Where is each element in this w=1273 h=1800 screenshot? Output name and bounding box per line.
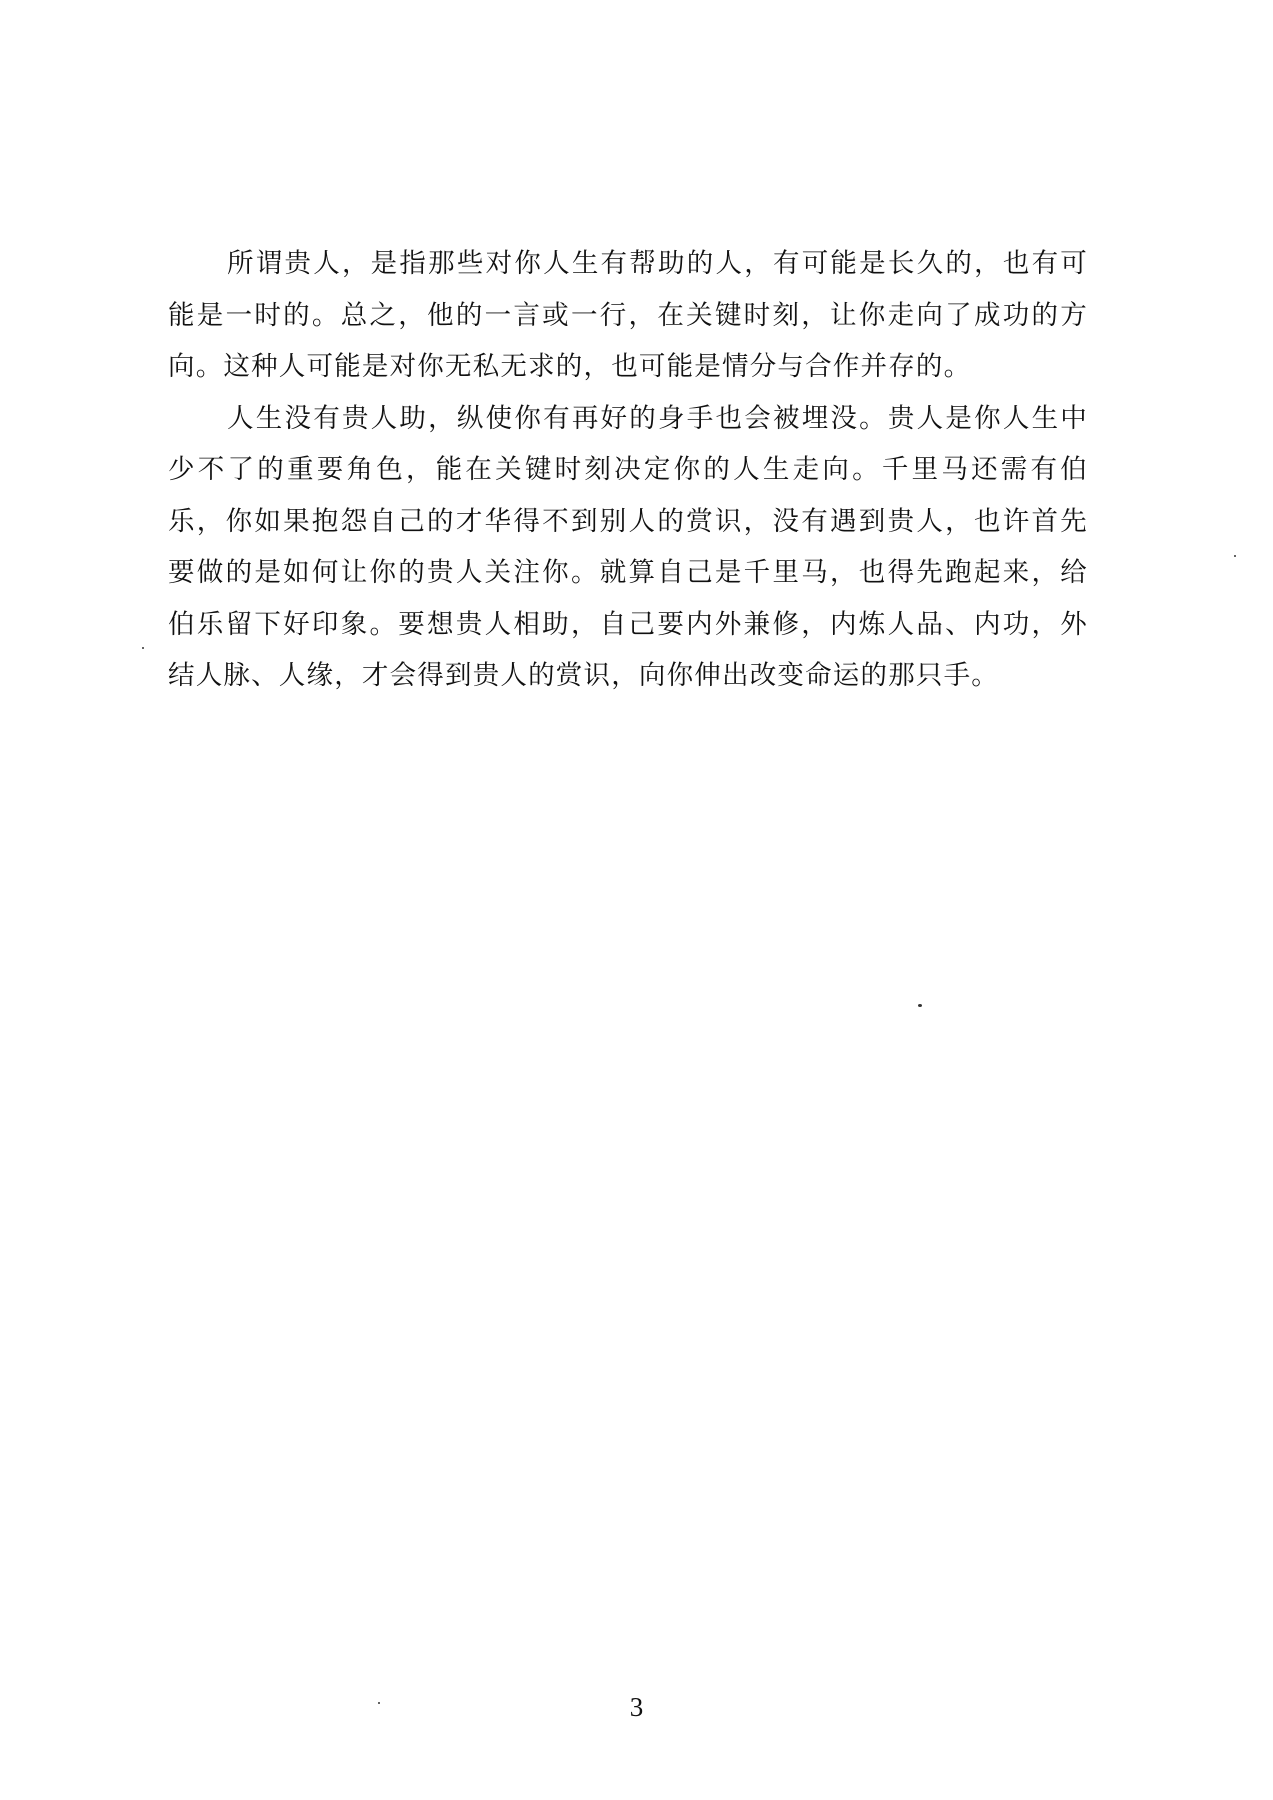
page-number: 3 <box>629 1692 644 1722</box>
paragraph-line: 所谓贵人，是指那些对你人生有帮助的人，有可能是长久的，也有可 <box>227 248 1088 279</box>
paragraph-line: 向。这种人可能是对你无私无求的，也可能是情分与合作并存的。 <box>168 351 972 382</box>
paragraph-1 <box>168 238 1088 393</box>
paragraph-line: 少不了的重要角色，能在关键时刻决定你的人生走向。千里马还需有伯 <box>168 454 1088 485</box>
paragraph-2 <box>168 393 1088 702</box>
scan-speck <box>142 647 144 649</box>
paragraph-line: 结人脉、人缘，才会得到贵人的赏识，向你伸出改变命运的那只手。 <box>168 660 999 691</box>
paragraph-line: 人生没有贵人助，纵使你有再好的身手也会被埋没。贵人是你人生中 <box>227 402 1088 434</box>
scan-speck <box>1234 555 1236 557</box>
paragraph-line: 要做的是如何让你的贵人关注你。就算自己是千里马，也得先跑起来，给 <box>168 557 1088 588</box>
body-text <box>168 238 1088 702</box>
paragraph-line: 乐，你如果抱怨自己的才华得不到别人的赏识，没有遇到贵人，也许首先 <box>168 505 1088 537</box>
paragraph-line: 伯乐留下好印象。要想贵人相助，自己要内外兼修，内炼人品、内功，外 <box>168 608 1088 640</box>
scan-speck <box>918 1004 922 1007</box>
paragraph-line: 能是一时的。总之，他的一言或一行，在关键时刻，让你走向了成功的方 <box>168 299 1088 331</box>
